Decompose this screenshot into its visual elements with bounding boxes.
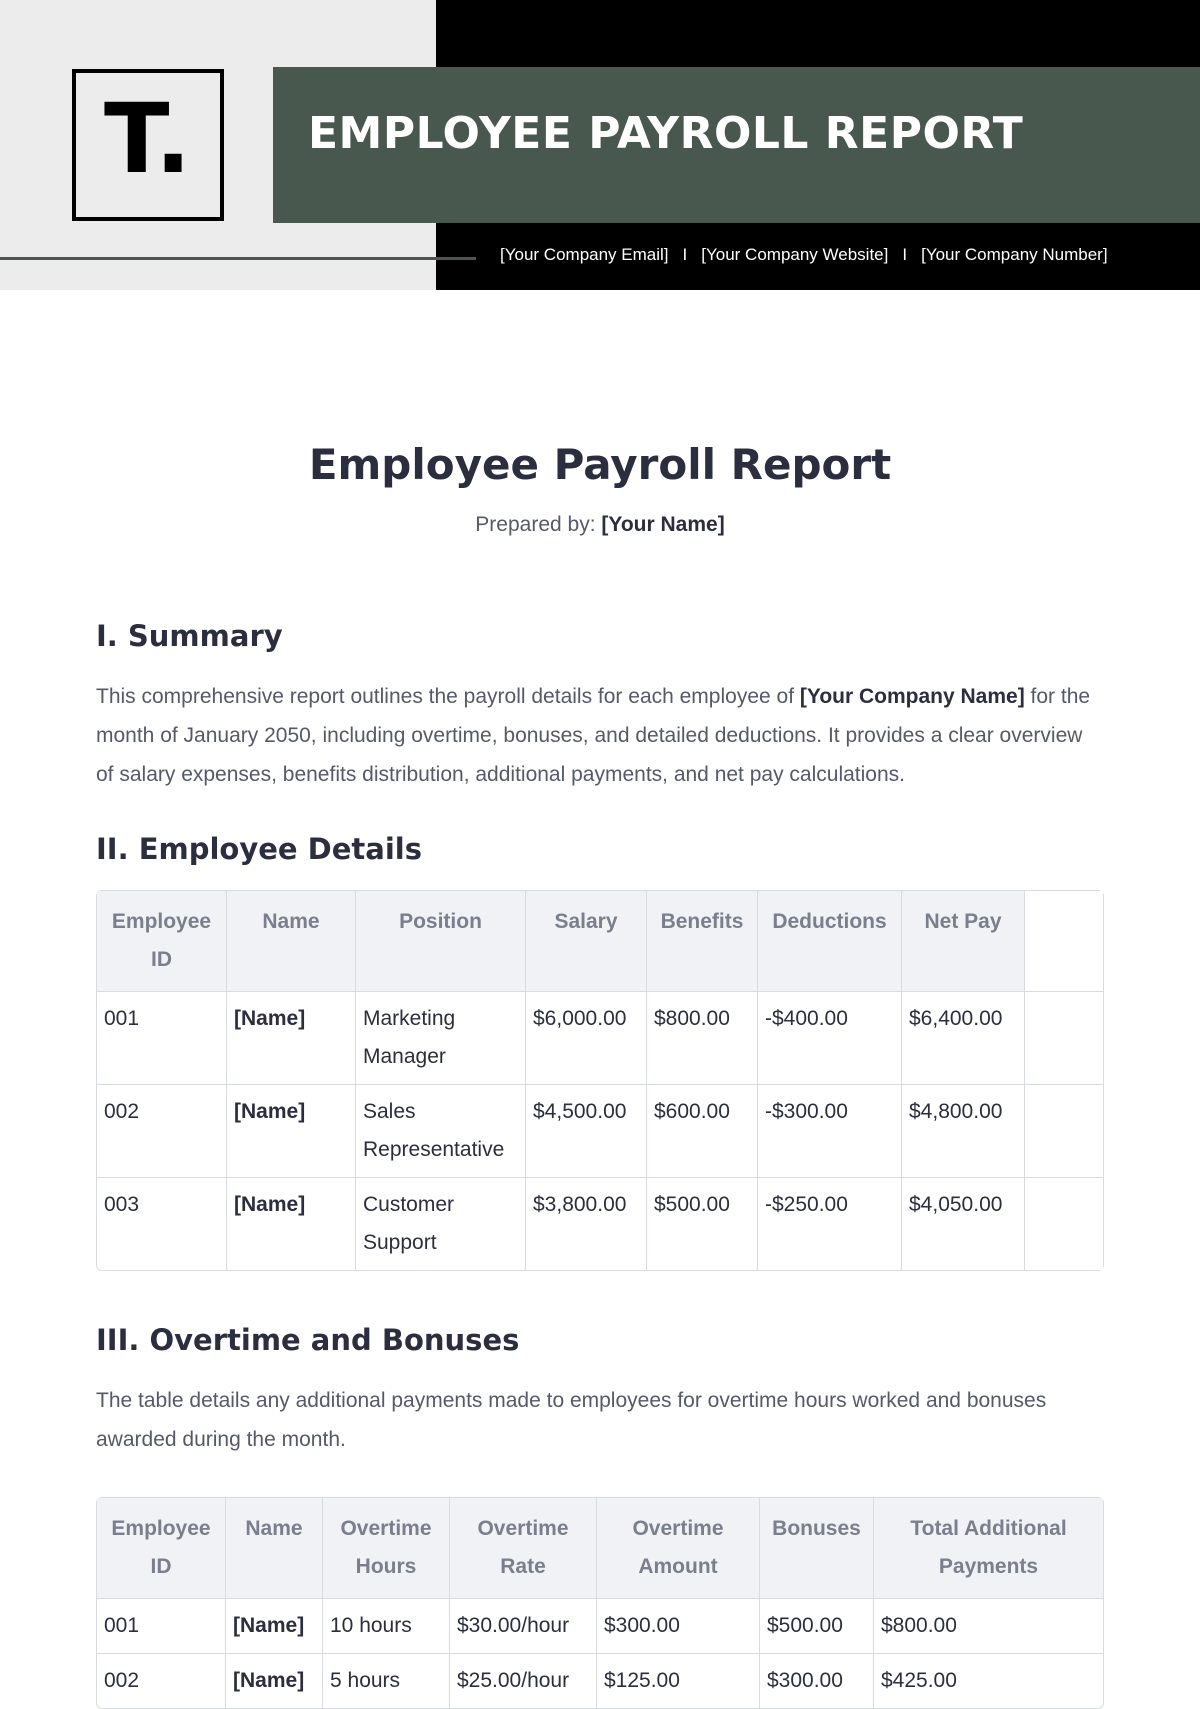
overtime-bonuses-table [96,1497,1104,1709]
table-row [97,1178,1103,1270]
employee-id-cell: 001 [97,992,227,1085]
column-header: Name [227,891,356,992]
column-header: Employee ID [97,1498,226,1599]
overtime-hours-cell: 5 hours [323,1654,450,1708]
bonuses-cell: $300.00 [760,1654,874,1708]
overtime-amount-cell: $125.00 [597,1654,760,1708]
position-cell: Sales Representative [356,1085,526,1178]
column-header: Overtime Rate [450,1498,597,1599]
benefits-cell: $600.00 [647,1085,758,1178]
header-title: EMPLOYEE PAYROLL REPORT [308,108,1024,159]
employee-id-cell: 002 [97,1654,226,1708]
salary-cell: $6,000.00 [526,992,647,1085]
column-header: Name [226,1498,323,1599]
name-cell: [Name] [226,1654,323,1708]
column-header: Salary [526,891,647,992]
salary-cell: $4,500.00 [526,1085,647,1178]
table-row [97,1085,1103,1178]
prepared-label: Prepared by: [475,513,596,536]
overtime-amount-cell: $300.00 [597,1599,760,1654]
overtime-hours-cell: 10 hours [323,1599,450,1654]
column-header: Overtime Amount [597,1498,760,1599]
company-logo [72,69,224,221]
contact-separator: I [682,245,688,264]
prepared-by [96,513,1104,537]
position-cell: Customer Support [356,1178,526,1270]
employee-id-cell: 001 [97,1599,226,1654]
document-title: Employee Payroll Report [308,440,892,489]
column-header: Total Additional Payments [874,1498,1103,1599]
net-pay-cell: $4,050.00 [902,1178,1025,1270]
column-header: Position [356,891,526,992]
deductions-cell: -$400.00 [758,992,902,1085]
employee-id-cell: 003 [97,1178,227,1270]
column-header: Benefits [647,891,758,992]
summary-text-end: for the month of January 2050, including overtime, bonuses, and detailed deductions. It provides a clear overview of salary expenses, benefits distribution, additional payments, and net pay calculations. [96,685,1091,786]
salary-cell: $3,800.00 [526,1178,647,1270]
name-cell: [Name] [227,992,356,1085]
summary-heading: I. Summary [96,619,283,653]
summary-text [96,677,1104,794]
table-header-row [97,891,1103,992]
column-header: Overtime Hours [323,1498,450,1599]
empty-cell [1025,1085,1103,1178]
net-pay-cell: $6,400.00 [902,992,1025,1085]
header-contacts [500,245,1108,265]
name-cell: [Name] [227,1085,356,1178]
name-cell: [Name] [227,1178,356,1270]
column-header: Net Pay [902,891,1025,992]
table-header-row [97,1498,1103,1599]
empty-cell [1025,1178,1103,1270]
overtime-heading: III. Overtime and Bonuses [96,1323,520,1357]
logo-letter: T. [104,83,192,195]
summary-text-start: This comprehensive report outlines the payroll details for each employee of [96,685,800,708]
employee-details-table [96,890,1104,1271]
net-pay-cell: $4,800.00 [902,1085,1025,1178]
deductions-cell: -$250.00 [758,1178,902,1270]
prepared-name: [Your Name] [601,513,725,536]
company-email: [Your Company Email] [500,245,669,264]
benefits-cell: $800.00 [647,992,758,1085]
overtime-rate-cell: $30.00/hour [450,1599,597,1654]
name-cell: [Name] [226,1599,323,1654]
employee-id-cell: 002 [97,1085,227,1178]
empty-column [1025,891,1103,992]
table-row [97,992,1103,1085]
total-additional-cell: $425.00 [881,1669,957,1692]
header-divider-line [0,257,476,260]
company-name: [Your Company Name] [799,685,1025,708]
column-header: Employee ID [97,891,227,992]
deductions-cell: -$300.00 [758,1085,902,1178]
empty-cell [1025,992,1103,1085]
company-number: [Your Company Number] [921,245,1108,264]
total-additional-cell: $800.00 [874,1599,1103,1654]
report-body [96,440,1104,1709]
column-header: Deductions [758,891,902,992]
overtime-rate-cell: $25.00/hour [450,1654,597,1708]
column-header: Bonuses [760,1498,874,1599]
company-website: [Your Company Website] [701,245,889,264]
position-cell: Marketing Manager [356,992,526,1085]
employee-details-heading: II. Employee Details [96,832,422,866]
contact-separator: I [902,245,908,264]
benefits-cell: $500.00 [647,1178,758,1270]
bonuses-cell: $500.00 [760,1599,874,1654]
overtime-text: The table details any additional payments made to employees for overtime hours worked and bonuses awarded during the month. [96,1389,1047,1451]
table-row [97,1599,1103,1654]
